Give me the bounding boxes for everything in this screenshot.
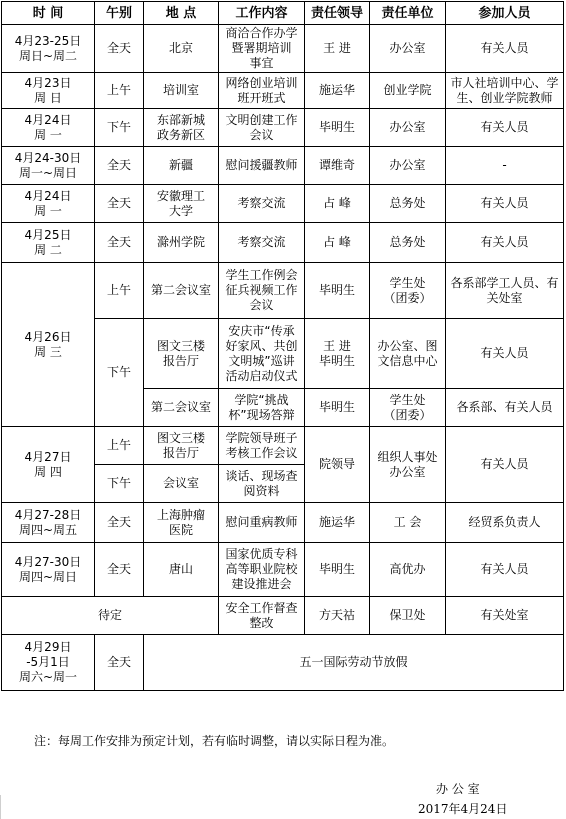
cell-time: 4月27日 周 四 xyxy=(2,427,95,503)
cell-place: 图文三楼 报告厅 xyxy=(144,319,219,389)
cell-place: 第二会议室 xyxy=(144,389,219,427)
cell-time: 4月23日 周 日 xyxy=(2,73,95,109)
header-period: 午别 xyxy=(95,2,144,25)
cell-attendees: 有关人员 xyxy=(446,109,564,147)
cell-unit: 组织人事处 办公室 xyxy=(370,427,446,503)
cell-leader: 占 峰 xyxy=(305,185,370,223)
cell-content: 慰问援疆教师 xyxy=(219,147,305,185)
cell-unit: 办公室 xyxy=(370,147,446,185)
cell-period: 下午 xyxy=(95,319,144,427)
cell-content: 文明创建工作 会议 xyxy=(219,109,305,147)
cell-content: 学院“挑战 杯”现场答辩 xyxy=(219,389,305,427)
header-attendees: 参加人员 xyxy=(446,2,564,25)
page-edge-mark xyxy=(0,795,1,819)
cell-leader: 施运华 xyxy=(305,73,370,109)
table-row xyxy=(2,25,564,73)
cell-leader: 占 峰 xyxy=(305,223,370,263)
cell-attendees: 有关处室 xyxy=(446,597,564,635)
signature-org: 办 公 室 xyxy=(436,782,480,796)
table-row xyxy=(2,635,564,691)
weekly-schedule-table xyxy=(1,1,564,691)
cell-time: 4月24日 周 一 xyxy=(2,185,95,223)
table-row xyxy=(2,263,564,319)
cell-attendees: 有关人员 xyxy=(446,319,564,389)
cell-place: 北京 xyxy=(144,25,219,73)
cell-unit: 学生处 （团委） xyxy=(370,389,446,427)
table-row xyxy=(2,147,564,185)
cell-leader: 毕明生 xyxy=(305,543,370,597)
cell-unit: 总务处 xyxy=(370,185,446,223)
cell-time: 4月29日 -5月1日 周六~周一 xyxy=(2,635,95,691)
cell-unit: 学生处 （团委） xyxy=(370,263,446,319)
cell-time: 4月24日 周 一 xyxy=(2,109,95,147)
cell-place: 东部新城 政务新区 xyxy=(144,109,219,147)
table-row xyxy=(2,503,564,543)
header-unit: 责任单位 xyxy=(370,2,446,25)
cell-unit: 办公室 xyxy=(370,25,446,73)
cell-content: 慰问重病教师 xyxy=(219,503,305,543)
cell-period: 全天 xyxy=(95,635,144,691)
cell-leader: 毕明生 xyxy=(305,109,370,147)
cell-period: 下午 xyxy=(95,465,144,503)
cell-content: 商洽合作办学 暨署期培训 事宜 xyxy=(219,25,305,73)
cell-period: 全天 xyxy=(95,185,144,223)
cell-content: 考察交流 xyxy=(219,185,305,223)
cell-unit: 办公室 xyxy=(370,109,446,147)
cell-place: 滁州学院 xyxy=(144,223,219,263)
cell-content: 谈话、现场查 阅资料 xyxy=(219,465,305,503)
cell-time: 4月27-30日 周四~周日 xyxy=(2,543,95,597)
cell-leader: 院领导 xyxy=(305,427,370,503)
cell-attendees: - xyxy=(446,147,564,185)
cell-place: 上海肿瘤 医院 xyxy=(144,503,219,543)
cell-period: 上午 xyxy=(95,427,144,465)
header-time: 时 间 xyxy=(2,2,95,25)
cell-period: 全天 xyxy=(95,147,144,185)
cell-leader: 方天祜 xyxy=(305,597,370,635)
cell-time: 4月26日 周 三 xyxy=(2,263,95,427)
cell-period: 全天 xyxy=(95,543,144,597)
cell-period: 全天 xyxy=(95,25,144,73)
cell-time: 待定 xyxy=(2,597,219,635)
cell-attendees: 有关人员 xyxy=(446,427,564,503)
table-row xyxy=(2,73,564,109)
cell-leader: 王 进 毕明生 xyxy=(305,319,370,389)
cell-time: 4月25日 周 二 xyxy=(2,223,95,263)
table-row xyxy=(2,543,564,597)
header-place: 地 点 xyxy=(144,2,219,25)
header-row xyxy=(2,2,564,25)
cell-attendees: 有关人员 xyxy=(446,185,564,223)
cell-place: 第二会议室 xyxy=(144,263,219,319)
cell-time: 4月23-25日 周日~周二 xyxy=(2,25,95,73)
cell-leader: 毕明生 xyxy=(305,263,370,319)
cell-place: 新疆 xyxy=(144,147,219,185)
cell-period: 下午 xyxy=(95,109,144,147)
cell-leader: 毕明生 xyxy=(305,389,370,427)
cell-unit: 办公室、图 文信息中心 xyxy=(370,319,446,389)
header-content: 工作内容 xyxy=(219,2,305,25)
cell-content: 考察交流 xyxy=(219,223,305,263)
cell-period: 上午 xyxy=(95,263,144,319)
cell-unit: 创业学院 xyxy=(370,73,446,109)
cell-leader: 谭维奇 xyxy=(305,147,370,185)
table-row xyxy=(2,597,564,635)
cell-content: 学院领导班子 考核工作会议 xyxy=(219,427,305,465)
table-row xyxy=(2,223,564,263)
cell-holiday: 五一国际劳动节放假 xyxy=(144,635,564,691)
table-row xyxy=(2,427,564,465)
cell-attendees: 市人社培训中心、学 生、创业学院教师 xyxy=(446,73,564,109)
schedule-note: 注：每周工作安排为预定计划，若有临时调整，请以实际日程为准。 xyxy=(34,734,395,748)
cell-attendees: 有关人员 xyxy=(446,223,564,263)
cell-content: 网络创业培训 班开班式 xyxy=(219,73,305,109)
cell-period: 全天 xyxy=(95,223,144,263)
table-row xyxy=(2,185,564,223)
cell-unit: 总务处 xyxy=(370,223,446,263)
cell-place: 图文三楼 报告厅 xyxy=(144,427,219,465)
cell-attendees: 有关人员 xyxy=(446,25,564,73)
cell-content: 安庆市“传承 好家风、共创 文明城”巡讲 活动启动仪式 xyxy=(219,319,305,389)
cell-unit: 高优办 xyxy=(370,543,446,597)
signature-date: 2017年4月24日 xyxy=(418,802,508,816)
cell-time: 4月27-28日 周四~周五 xyxy=(2,503,95,543)
cell-leader: 施运华 xyxy=(305,503,370,543)
cell-attendees: 经贸系负责人 xyxy=(446,503,564,543)
cell-time: 4月24-30日 周一~周日 xyxy=(2,147,95,185)
cell-content: 安全工作督查 整改 xyxy=(219,597,305,635)
cell-unit: 工 会 xyxy=(370,503,446,543)
cell-place: 唐山 xyxy=(144,543,219,597)
cell-content: 学生工作例会 征兵视频工作 会议 xyxy=(219,263,305,319)
table-row xyxy=(2,109,564,147)
cell-attendees: 各系部、有关人员 xyxy=(446,389,564,427)
cell-attendees: 有关人员 xyxy=(446,543,564,597)
cell-content: 国家优质专科 高等职业院校 建设推进会 xyxy=(219,543,305,597)
cell-place: 会议室 xyxy=(144,465,219,503)
cell-leader: 王 进 xyxy=(305,25,370,73)
cell-period: 全天 xyxy=(95,503,144,543)
cell-period: 上午 xyxy=(95,73,144,109)
cell-place: 安徽理工 大学 xyxy=(144,185,219,223)
cell-attendees: 各系部学工人员、有 关处室 xyxy=(446,263,564,319)
cell-unit: 保卫处 xyxy=(370,597,446,635)
header-leader: 责任领导 xyxy=(305,2,370,25)
cell-place: 培训室 xyxy=(144,73,219,109)
